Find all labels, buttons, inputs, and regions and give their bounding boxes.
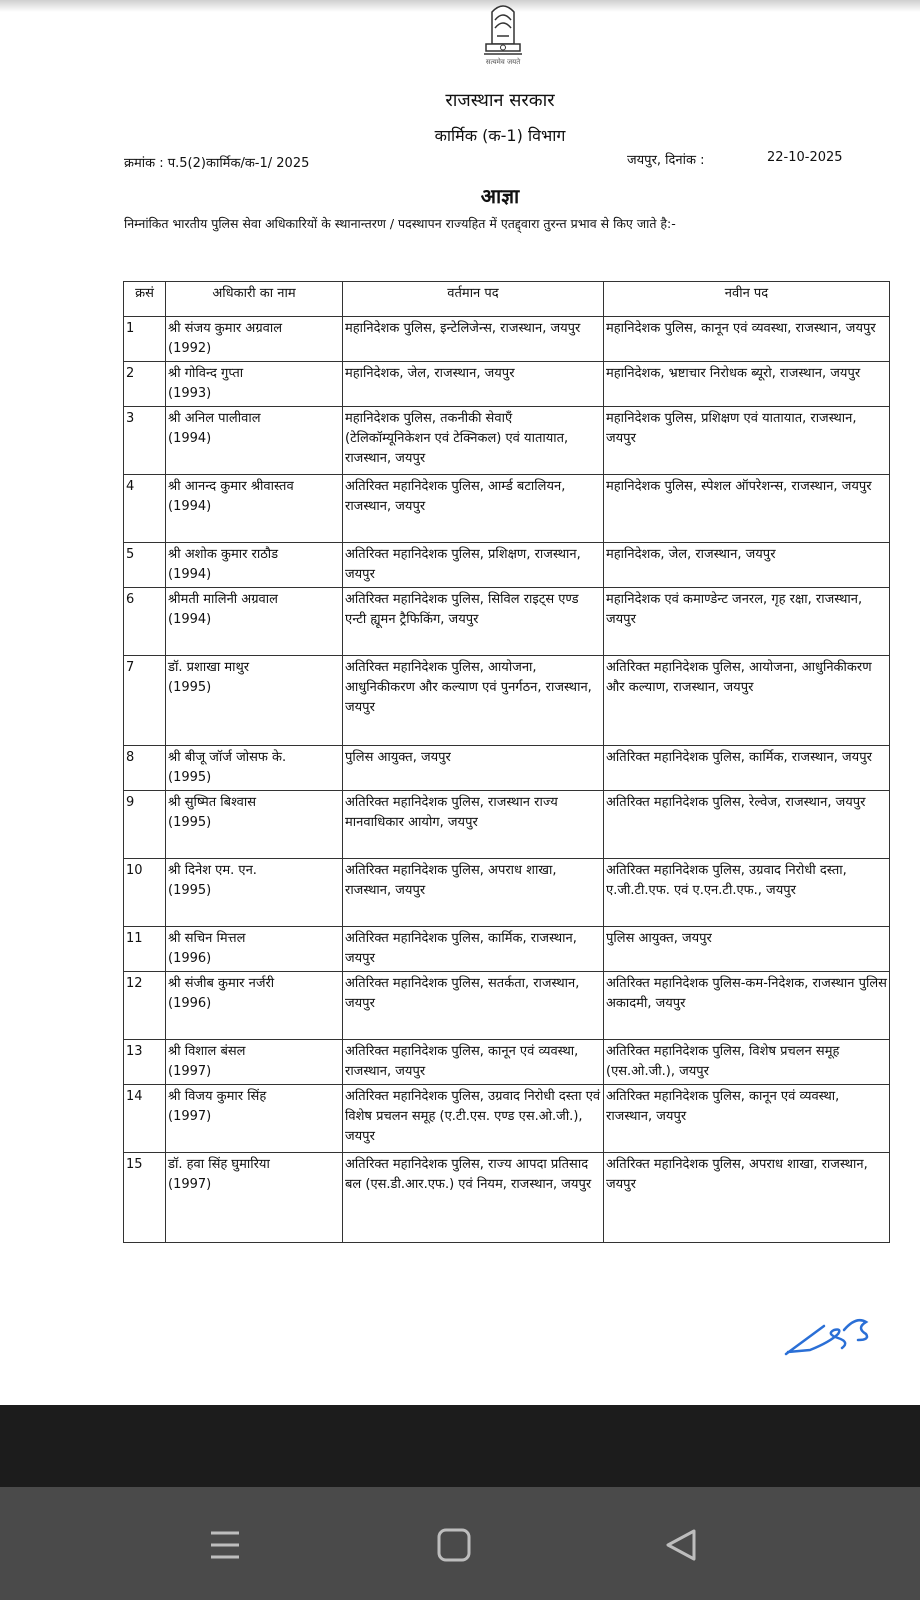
row-officer xyxy=(166,362,343,407)
row-current-post: अतिरिक्त महानिदेशक पुलिस, सिविल राइट्स एण्ड एन्टी ह्यूमन ट्रैफिकिंग, जयपुर xyxy=(343,588,604,656)
row-current-post: अतिरिक्त महानिदेशक पुलिस, कानून एवं व्यवस्था, राजस्थान, जयपुर xyxy=(343,1040,604,1085)
table-row xyxy=(124,859,890,927)
officer-name: श्री आनन्द कुमार श्रीवास्तव xyxy=(168,479,294,494)
officer-name: श्रीमती मालिनी अग्रवाल xyxy=(168,592,278,607)
row-current-post: अतिरिक्त महानिदेशक पुलिस, राजस्थान राज्य मानवाधिकार आयोग, जयपुर xyxy=(343,791,604,859)
row-officer xyxy=(166,1085,343,1153)
row-current-post: महानिदेशक, जेल, राजस्थान, जयपुर xyxy=(343,362,604,407)
order-number-value: प.5(2)कार्मिक/क-1/ 2025 xyxy=(167,156,310,171)
table-row xyxy=(124,972,890,1040)
officer-name: श्री संजय कुमार अग्रवाल xyxy=(168,321,283,336)
row-officer xyxy=(166,407,343,475)
officer-name: श्री अनिल पालीवाल xyxy=(168,411,261,426)
table-row xyxy=(124,543,890,588)
row-sn: 9 xyxy=(124,791,166,859)
system-nav-bar xyxy=(0,1487,920,1600)
table-row xyxy=(124,927,890,972)
row-officer xyxy=(166,927,343,972)
back-triangle-icon[interactable] xyxy=(662,1525,702,1565)
row-new-post: महानिदेशक, जेल, राजस्थान, जयपुर xyxy=(604,543,890,588)
dark-bar xyxy=(0,1405,920,1487)
officer-batch-year: (1993) xyxy=(168,386,212,401)
col-header-current: वर्तमान पद xyxy=(343,282,604,317)
officer-batch-year: (1995) xyxy=(168,815,212,830)
row-sn: 8 xyxy=(124,746,166,791)
table-row xyxy=(124,1040,890,1085)
row-new-post: महानिदेशक पुलिस, प्रशिक्षण एवं यातायात, राजस्थान, जयपुर xyxy=(604,407,890,475)
officer-name: श्री विजय कुमार सिंह xyxy=(168,1089,267,1104)
row-sn: 10 xyxy=(124,859,166,927)
row-new-post: अतिरिक्त महानिदेशक पुलिस-कम-निदेशक, राजस्थान पुलिस अकादमी, जयपुर xyxy=(604,972,890,1040)
col-header-sn: क्रसं xyxy=(124,282,166,317)
row-current-post: अतिरिक्त महानिदेशक पुलिस, राज्य आपदा प्रतिसाद बल (एस.डी.आर.एफ.) एवं नियम, राजस्थान, जयपुर xyxy=(343,1153,604,1243)
officer-batch-year: (1994) xyxy=(168,567,212,582)
row-current-post: अतिरिक्त महानिदेशक पुलिस, अपराध शाखा, राजस्थान, जयपुर xyxy=(343,859,604,927)
officer-batch-year: (1997) xyxy=(168,1177,212,1192)
row-officer xyxy=(166,1040,343,1085)
table-row xyxy=(124,791,890,859)
officer-batch-year: (1995) xyxy=(168,770,212,785)
officer-batch-year: (1994) xyxy=(168,499,212,514)
row-officer xyxy=(166,746,343,791)
col-header-new: नवीन पद xyxy=(604,282,890,317)
row-sn: 2 xyxy=(124,362,166,407)
government-title: राजस्थान सरकार xyxy=(445,90,555,111)
officer-batch-year: (1996) xyxy=(168,951,212,966)
officer-batch-year: (1992) xyxy=(168,341,212,356)
order-number xyxy=(124,153,309,171)
order-intro: निम्नांकित भारतीय पुलिस सेवा अधिकारियों के स्थानान्तरण / पदस्थापन राज्यहित में एतद्द्वारा तुरन्त प्रभाव से किए जाते है:- xyxy=(124,216,676,231)
officer-name: डॉ. हवा सिंह घुमारिया xyxy=(168,1157,270,1172)
officer-name: श्री दिनेश एम. एन. xyxy=(168,863,257,878)
row-current-post: अतिरिक्त महानिदेशक पुलिस, आर्म्ड बटालियन, राजस्थान, जयपुर xyxy=(343,475,604,543)
row-officer xyxy=(166,791,343,859)
menu-icon[interactable] xyxy=(205,1525,245,1565)
table-row xyxy=(124,407,890,475)
officer-name: श्री सचिन मित्तल xyxy=(168,931,246,946)
officer-batch-year: (1997) xyxy=(168,1109,212,1124)
row-current-post: महानिदेशक पुलिस, इन्टेलिजेन्स, राजस्थान, जयपुर xyxy=(343,317,604,362)
row-sn: 3 xyxy=(124,407,166,475)
officer-name: श्री गोविन्द गुप्ता xyxy=(168,366,244,381)
table-row xyxy=(124,588,890,656)
officer-batch-year: (1995) xyxy=(168,883,212,898)
officer-batch-year: (1996) xyxy=(168,996,212,1011)
table-row xyxy=(124,317,890,362)
row-sn: 12 xyxy=(124,972,166,1040)
officer-name: डॉ. प्रशाखा माथुर xyxy=(168,660,250,675)
table-row xyxy=(124,656,890,746)
officer-batch-year: (1994) xyxy=(168,431,212,446)
table-row xyxy=(124,746,890,791)
row-sn: 15 xyxy=(124,1153,166,1243)
row-sn: 13 xyxy=(124,1040,166,1085)
table-row xyxy=(124,475,890,543)
emblem-caption: सत्यमेव जयते xyxy=(485,58,521,66)
officer-name: श्री सुष्मित बिश्वास xyxy=(168,795,256,810)
col-header-name: अधिकारी का नाम xyxy=(166,282,343,317)
row-sn: 6 xyxy=(124,588,166,656)
row-new-post: अतिरिक्त महानिदेशक पुलिस, आयोजना, आधुनिकीकरण और कल्याण, राजस्थान, जयपुर xyxy=(604,656,890,746)
row-new-post: अतिरिक्त महानिदेशक पुलिस, अपराध शाखा, राजस्थान, जयपुर xyxy=(604,1153,890,1243)
row-sn: 11 xyxy=(124,927,166,972)
row-officer xyxy=(166,859,343,927)
row-new-post: पुलिस आयुक्त, जयपुर xyxy=(604,927,890,972)
row-sn: 14 xyxy=(124,1085,166,1153)
row-officer xyxy=(166,317,343,362)
row-current-post: अतिरिक्त महानिदेशक पुलिस, कार्मिक, राजस्थान, जयपुर xyxy=(343,927,604,972)
row-sn: 1 xyxy=(124,317,166,362)
home-square-icon[interactable] xyxy=(434,1525,474,1565)
table-row xyxy=(124,362,890,407)
row-current-post: महानिदेशक पुलिस, तकनीकी सेवाएँ (टेलिकॉम्यूनिकेशन एवं टेक्निकल) एवं यातायात, राजस्थान, जयपुर xyxy=(343,407,604,475)
row-new-post: अतिरिक्त महानिदेशक पुलिस, विशेष प्रचलन समूह (एस.ओ.जी.), जयपुर xyxy=(604,1040,890,1085)
row-new-post: महानिदेशक पुलिस, कानून एवं व्यवस्था, राजस्थान, जयपुर xyxy=(604,317,890,362)
order-title: आज्ञा xyxy=(480,184,520,208)
row-new-post: अतिरिक्त महानिदेशक पुलिस, उग्रवाद निरोधी दस्ता, ए.जी.टी.एफ. एवं ए.एन.टी.एफ., जयपुर xyxy=(604,859,890,927)
row-sn: 7 xyxy=(124,656,166,746)
row-current-post: अतिरिक्त महानिदेशक पुलिस, उग्रवाद निरोधी दस्ता एवं विशेष प्रचलन समूह (ए.टी.एस. एण्ड एस.ओ.जी.), जयपुर xyxy=(343,1085,604,1153)
row-officer xyxy=(166,475,343,543)
row-sn: 4 xyxy=(124,475,166,543)
row-current-post: अतिरिक्त महानिदेशक पुलिस, सतर्कता, राजस्थान, जयपुर xyxy=(343,972,604,1040)
signature-icon xyxy=(780,1312,870,1362)
row-current-post: अतिरिक्त महानिदेशक पुलिस, आयोजना, आधुनिकीकरण और कल्याण एवं पुनर्गठन, राजस्थान, जयपुर xyxy=(343,656,604,746)
row-sn: 5 xyxy=(124,543,166,588)
officer-batch-year: (1995) xyxy=(168,680,212,695)
row-officer xyxy=(166,588,343,656)
row-new-post: अतिरिक्त महानिदेशक पुलिस, कानून एवं व्यवस्था, राजस्थान, जयपुर xyxy=(604,1085,890,1153)
top-shadow xyxy=(0,0,920,12)
department-title: कार्मिक (क-1) विभाग xyxy=(434,126,566,145)
row-new-post: अतिरिक्त महानिदेशक पुलिस, रेल्वेज, राजस्थान, जयपुर xyxy=(604,791,890,859)
row-current-post: अतिरिक्त महानिदेशक पुलिस, प्रशिक्षण, राजस्थान, जयपुर xyxy=(343,543,604,588)
table-header-row xyxy=(124,282,890,317)
table-row xyxy=(124,1085,890,1153)
state-emblem-icon xyxy=(478,0,528,58)
transfer-table xyxy=(123,281,890,1243)
row-officer xyxy=(166,543,343,588)
order-number-label: क्रमांक : xyxy=(124,156,164,171)
officer-name: श्री बीजू जॉर्ज जोसफ के. xyxy=(168,750,287,765)
row-new-post: महानिदेशक एवं कमाण्डेन्ट जनरल, गृह रक्षा, राजस्थान, जयपुर xyxy=(604,588,890,656)
officer-batch-year: (1997) xyxy=(168,1064,212,1079)
row-officer xyxy=(166,972,343,1040)
order-date: 22-10-2025 xyxy=(767,150,843,165)
row-new-post: महानिदेशक, भ्रष्टाचार निरोधक ब्यूरो, राजस्थान, जयपुर xyxy=(604,362,890,407)
row-new-post: अतिरिक्त महानिदेशक पुलिस, कार्मिक, राजस्थान, जयपुर xyxy=(604,746,890,791)
table-row xyxy=(124,1153,890,1243)
row-current-post: पुलिस आयुक्त, जयपुर xyxy=(343,746,604,791)
place-date-label: जयपुर, दिनांक : xyxy=(627,153,705,168)
officer-name: श्री विशाल बंसल xyxy=(168,1044,246,1059)
row-officer xyxy=(166,1153,343,1243)
row-officer xyxy=(166,656,343,746)
row-new-post: महानिदेशक पुलिस, स्पेशल ऑपरेशन्स, राजस्थान, जयपुर xyxy=(604,475,890,543)
officer-name: श्री अशोक कुमार राठौड xyxy=(168,547,279,562)
officer-batch-year: (1994) xyxy=(168,612,212,627)
officer-name: श्री संजीब कुमार नर्जरी xyxy=(168,976,275,991)
